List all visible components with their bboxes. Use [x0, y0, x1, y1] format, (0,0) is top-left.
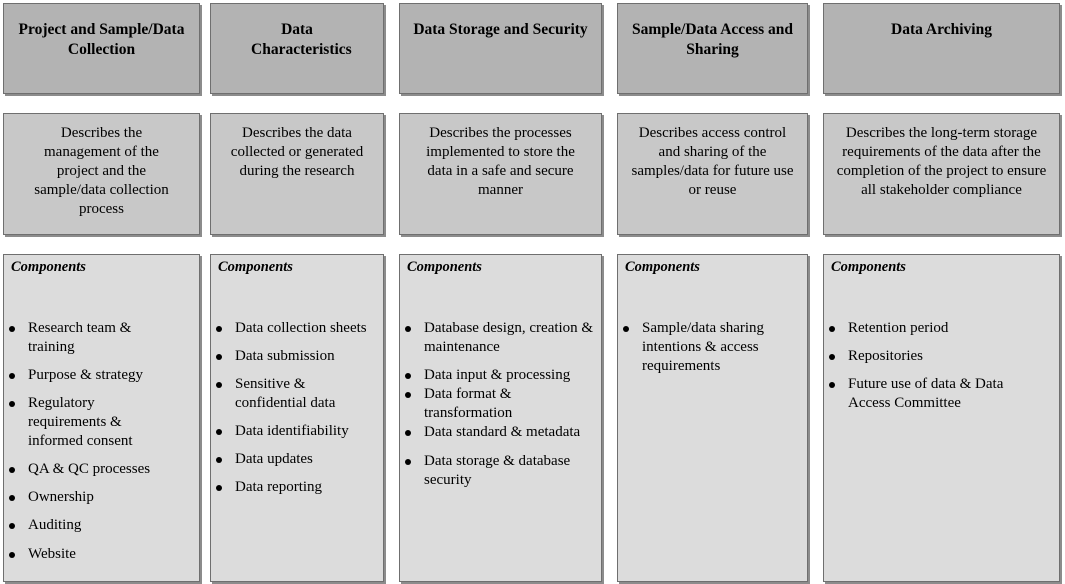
components-box — [3, 254, 200, 582]
bullet-icon — [829, 326, 835, 332]
bullet-icon — [216, 382, 222, 388]
column-title: Sample/Data Access and Sharing — [631, 21, 794, 58]
list-item — [400, 423, 597, 442]
components-box — [617, 254, 808, 582]
column-description: Describes the long-term storage requirements of the data after the completion of the project to ensure all stakeholder compliance — [836, 125, 1047, 198]
list-item — [618, 319, 793, 376]
list-item — [824, 347, 1019, 366]
bullet-icon — [623, 326, 629, 332]
list-item-label: Data format & transformation — [424, 386, 513, 421]
bullet-icon — [216, 457, 222, 463]
bullet-icon — [9, 523, 15, 529]
column-title-box — [399, 3, 602, 94]
components-heading: Components — [831, 259, 906, 275]
components-heading: Components — [407, 259, 482, 275]
bullet-icon — [9, 326, 15, 332]
list-item-label: Data standard & metadata — [424, 424, 581, 440]
bullet-icon — [405, 373, 411, 379]
list-item — [211, 319, 369, 338]
list-item — [4, 394, 159, 451]
list-item — [4, 488, 159, 507]
column-description: Describes access control and sharing of the samples/data for future use or reuse — [631, 125, 794, 198]
list-item — [4, 460, 159, 479]
list-item — [400, 385, 597, 423]
column-description-box — [823, 113, 1060, 235]
components-list — [618, 319, 807, 376]
column-title-box — [210, 3, 384, 94]
components-heading: Components — [625, 259, 700, 275]
column-title: Project and Sample/Data Collection — [18, 21, 185, 58]
list-item — [211, 450, 369, 469]
bullet-icon — [405, 326, 411, 332]
list-item-label: Regulatory requirements & informed consent — [28, 395, 133, 449]
bullet-icon — [9, 552, 15, 558]
components-box — [399, 254, 602, 582]
list-item-label: Data storage & database security — [424, 453, 571, 488]
components-box — [823, 254, 1060, 582]
list-item-label: Data collection sheets — [235, 320, 367, 336]
bullet-icon — [829, 354, 835, 360]
column-title: Data Characteristics — [251, 21, 352, 58]
column-description: Describes the data collected or generated during the research — [230, 125, 364, 179]
components-box — [210, 254, 384, 582]
bullet-icon — [405, 430, 411, 436]
column-description-box — [399, 113, 602, 235]
list-item-label: Ownership — [28, 489, 94, 505]
list-item — [211, 478, 369, 497]
components-list — [211, 319, 383, 497]
components-list — [400, 319, 601, 490]
column-description-box — [3, 113, 200, 235]
list-item — [211, 375, 369, 413]
list-item — [400, 319, 597, 357]
bullet-icon — [216, 485, 222, 491]
bullet-icon — [829, 382, 835, 388]
list-item-label: Data updates — [235, 451, 313, 467]
list-item-label: Purpose & strategy — [28, 367, 143, 383]
components-heading: Components — [218, 259, 293, 275]
list-item — [211, 422, 369, 441]
list-item — [4, 366, 159, 385]
list-item-label: Website — [28, 546, 76, 562]
list-item — [4, 516, 159, 535]
list-item-label: Data identifiability — [235, 423, 349, 439]
list-item — [824, 319, 1019, 338]
bullet-icon — [216, 429, 222, 435]
list-item-label: Future use of data & Data Access Committee — [848, 376, 1004, 411]
bullet-icon — [405, 392, 411, 398]
column-title: Data Storage and Security — [413, 21, 588, 38]
list-item — [400, 452, 597, 490]
list-item — [824, 375, 1019, 413]
list-item-label: Repositories — [848, 348, 923, 364]
list-item — [4, 319, 159, 357]
list-item-label: Sample/data sharing intentions & access requirements — [642, 320, 765, 374]
components-list — [824, 319, 1059, 413]
list-item — [4, 545, 159, 564]
bullet-icon — [216, 326, 222, 332]
column-description: Describes the management of the project and the sample/data collection process — [34, 125, 169, 217]
list-item-label: QA & QC processes — [28, 461, 151, 477]
list-item-label: Data input & processing — [424, 367, 571, 383]
bullet-icon — [9, 495, 15, 501]
column-description-box — [210, 113, 384, 235]
components-list — [4, 319, 199, 564]
list-item-label: Auditing — [28, 517, 82, 533]
bullet-icon — [9, 373, 15, 379]
list-item-label: Sensitive & confidential data — [235, 376, 336, 411]
column-title: Data Archiving — [891, 21, 992, 38]
bullet-icon — [9, 467, 15, 473]
list-item-label: Research team & training — [28, 320, 132, 355]
bullet-icon — [405, 459, 411, 465]
column-title-box — [3, 3, 200, 94]
column-title-box — [617, 3, 808, 94]
bullet-icon — [9, 401, 15, 407]
list-item-label: Database design, creation & maintenance — [424, 320, 594, 355]
bullet-icon — [216, 354, 222, 360]
column-description-box — [617, 113, 808, 235]
list-item — [400, 366, 597, 385]
column-title-box — [823, 3, 1060, 94]
list-item-label: Data reporting — [235, 479, 323, 495]
column-description: Describes the processes implemented to store the data in a safe and secure manner — [426, 125, 575, 198]
list-item-label: Retention period — [848, 320, 949, 336]
list-item-label: Data submission — [235, 348, 335, 364]
components-heading: Components — [11, 259, 86, 275]
list-item — [211, 347, 369, 366]
